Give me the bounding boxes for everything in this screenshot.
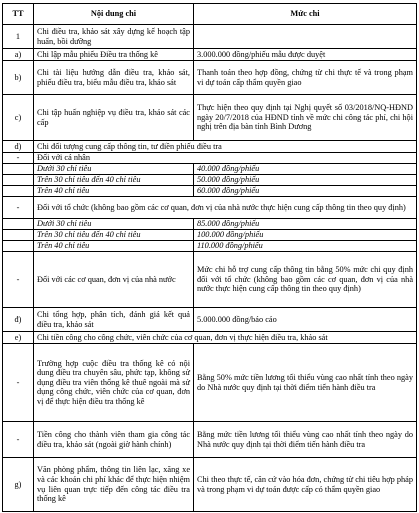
row-level: 3.000.000 đồng/phiếu mẫu được duyệt [194,49,417,61]
row-level: Mức chi hỗ trợ cung cấp thông tin bằng 50% mức chi quy định đối với tổ chức (không bao gồm các cơ quan, đơn vị của nhà nước thực hiện cung cấp thông tin theo quy định) [194,252,417,308]
row-content: Trên 40 chỉ tiêu [34,241,194,252]
row-number [3,186,34,197]
row-level: Bằng 50% mức tiền lương tối thiểu vùng cao nhất tính theo ngày do Nhà nước quy định tại thời điểm tiến hành điều tra [194,344,417,422]
row-content: Chi điều tra, khảo sát xây dựng kế hoạch tập huấn, bồi dưỡng [34,25,194,49]
row-content: Đối với tổ chức (không bao gồm các cơ quan, đơn vị của nhà nước thực hiện cung cấp thông tin theo quy định) [34,197,417,219]
row-number [3,219,34,230]
row-content: Chi đối tượng cung cấp thông tin, tư điền phiếu điều tra [34,141,417,153]
table-row [3,197,417,219]
row-content: Chi tài liệu hướng dẫn điều tra, khảo sát, phiếu điều tra, biểu mẫu điều tra, khảo sát [34,61,194,95]
table-row [3,186,417,197]
row-level: 85.000 đồng/phiếu [194,219,417,230]
row-content: Đối với cá nhân [34,153,417,164]
row-number: đ) [3,308,34,332]
table-row [3,25,417,49]
row-content: Trên 30 chỉ tiêu đến 40 chỉ tiêu [34,230,194,241]
row-level: 40.000 đồng/phiếu [194,164,417,175]
row-level: 50.000 đồng/phiếu [194,175,417,186]
row-level: 5.000.000 đồng/báo cáo [194,308,417,332]
row-content: Trường hợp cuộc điều tra thống kê có nội dung điều tra chuyên sâu, phức tạp, không sử dụng điều tra viên thống kê thuê ngoài mà sử dụng công chức, viên chức của cơ quan, đơn vị để thực hiện điều tra thống kê [34,344,194,422]
table-row [3,49,417,61]
row-level: 60.000 đồng/phiếu [194,186,417,197]
row-content: Chi lập mẫu phiếu Điều tra thống kê [34,49,194,61]
row-content: Chi tiền công cho công chức, viên chức của cơ quan, đơn vị thực hiện điều tra, khảo sát [34,332,417,344]
row-content: Trên 40 chỉ tiêu [34,186,194,197]
table-row [3,344,417,422]
row-number: c) [3,95,34,141]
table-header-row [3,4,417,25]
row-content: Văn phòng phẩm, thông tin liên lạc, xăng xe và các khoản chi phí khác để thực hiện nhiệm vụ liên quan trực tiếp đến công tác điều tra thống kê [34,458,194,512]
row-content: Dưới 30 chỉ tiêu [34,164,194,175]
row-number: - [3,252,34,308]
table-row [3,252,417,308]
row-level: Thanh toán theo hợp đồng, chứng từ chi thực tế và trong phạm vi dự toán cấp thẩm quyền giao [194,61,417,95]
row-content: Tiền công cho thành viên tham gia công tác điều tra, khảo sát (ngoài giờ hành chính) [34,422,194,458]
row-content: Đối với các cơ quan, đơn vị của nhà nước [34,252,194,308]
table-row [3,61,417,95]
table-row [3,219,417,230]
row-content: Chi tập huấn nghiệp vụ điều tra, khảo sát các cấp [34,95,194,141]
row-content: Dưới 30 chỉ tiêu [34,219,194,230]
row-number: d) [3,141,34,153]
table-row [3,95,417,141]
header-level: Mức chi [194,4,417,25]
row-number [3,241,34,252]
table-row [3,422,417,458]
table-row [3,141,417,153]
row-number [3,164,34,175]
table-row [3,175,417,186]
table-row [3,332,417,344]
expense-grid [2,3,417,512]
row-number [3,175,34,186]
table-row [3,230,417,241]
expense-table [2,3,416,511]
row-content: Chi tổng hợp, phân tích, đánh giá kết quả điều tra, khảo sát [34,308,194,332]
header-tt: TT [3,4,34,25]
table-row [3,153,417,164]
table-row [3,164,417,175]
row-number: e) [3,332,34,344]
row-number: - [3,197,34,219]
row-level [194,25,417,49]
header-content: Nội dung chi [34,4,194,25]
row-level: 110.000 đồng/phiếu [194,241,417,252]
row-level: Chi theo thực tế, căn cứ vào hóa đơn, chứng từ chi tiêu hợp pháp và trong phạm vi dự toán được cấp có thẩm quyền giao [194,458,417,512]
table-row [3,458,417,512]
row-number: - [3,344,34,422]
row-content: Trên 30 chỉ tiêu đến 40 chỉ tiêu [34,175,194,186]
row-level: 100.000 đồng/phiếu [194,230,417,241]
table-row [3,241,417,252]
row-level: Bằng mức tiền lương tối thiểu vùng cao nhất tính theo ngày do Nhà nước quy định tại thời điểm tiến hành điều tra [194,422,417,458]
row-number [3,230,34,241]
row-number: b) [3,61,34,95]
row-level: Thực hiện theo quy định tại Nghị quyết số 03/2018/NQ-HĐND ngày 20/7/2018 của HĐND tỉnh về mức chi công tác phí, chi hội nghị trên địa bàn tỉnh Bình Dương [194,95,417,141]
table-row [3,308,417,332]
row-number: - [3,422,34,458]
row-number: g) [3,458,34,512]
row-number: - [3,153,34,164]
row-number: 1 [3,25,34,49]
row-number: a) [3,49,34,61]
